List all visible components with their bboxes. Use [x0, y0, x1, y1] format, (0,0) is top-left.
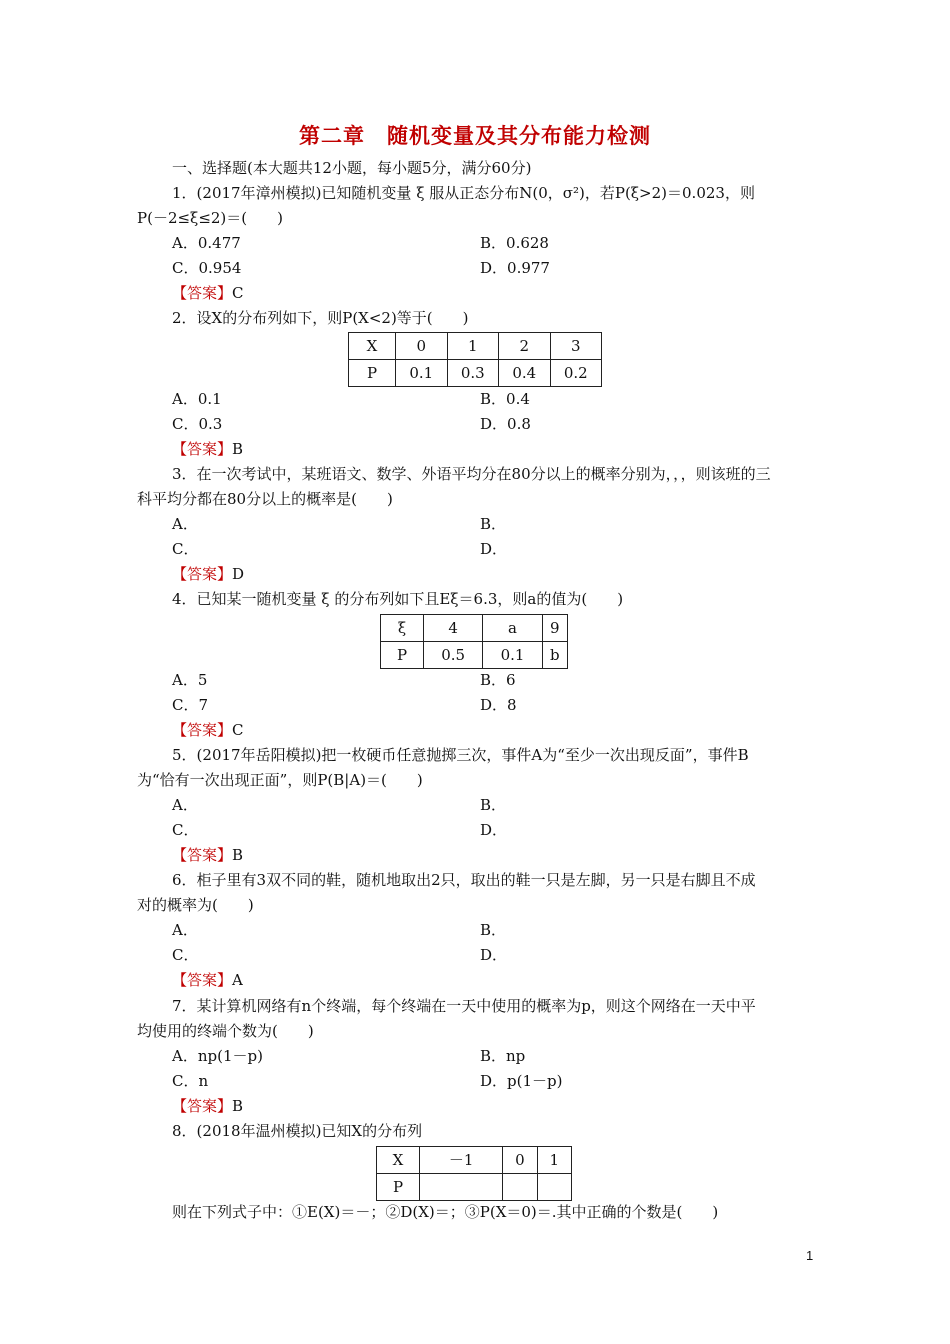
option-b: B．0.628 [480, 234, 549, 252]
answer-tag: 【答案】 [172, 846, 233, 864]
table-cell: ξ [381, 615, 424, 642]
table-cell: X [377, 1147, 420, 1174]
answer-line [172, 439, 243, 459]
answer-line [172, 720, 244, 740]
option-c: C． [172, 540, 199, 558]
section-header: 一、选择题(本大题共12小题，每小题5分，满分60分) [172, 159, 532, 177]
option-b: B．np [480, 1047, 526, 1065]
question-1-text-cont: P(－2≤ξ≤2)＝( ) [137, 209, 283, 227]
option-b: B．6 [480, 671, 516, 689]
answer-line [172, 845, 243, 865]
table-cell [503, 1174, 537, 1201]
option-a: A．0.1 [172, 390, 222, 408]
question-5-text: 5．(2017年岳阳模拟)把一枚硬币任意抛掷三次，事件A为“至少一次出现反面”，事件B [172, 746, 749, 764]
answer-line [172, 564, 244, 584]
answer-value: D [232, 565, 245, 583]
answer-tag: 【答案】 [172, 440, 233, 458]
table-cell: P [349, 360, 396, 387]
option-d: D． [480, 946, 508, 964]
answer-line [172, 283, 244, 303]
answer-value: B [232, 440, 244, 458]
distribution-table [376, 1146, 572, 1201]
option-a: A． [172, 796, 198, 814]
answer-tag: 【答案】 [172, 971, 233, 989]
table-cell: 1 [447, 333, 499, 360]
table-cell: 0.2 [550, 360, 602, 387]
answer-value: B [232, 846, 244, 864]
option-d: D．0.977 [480, 259, 550, 277]
option-d: D．8 [480, 696, 517, 714]
option-b: B． [480, 515, 507, 533]
page-title: 第二章 随机变量及其分布能力检测 [299, 124, 651, 148]
option-a: A．0.477 [172, 234, 241, 252]
option-d: D． [480, 540, 508, 558]
question-1-text: 1．(2017年漳州模拟)已知随机变量 ξ 服从正态分布N(0，σ²)，若P(ξ>2)＝0.023，则 [172, 184, 755, 202]
page-number: 1 [806, 1248, 814, 1263]
table-cell: 1 [537, 1147, 571, 1174]
question-4-text: 4．已知某一随机变量 ξ 的分布列如下且Eξ＝6.3，则a的值为( ) [172, 590, 624, 608]
option-a: A． [172, 515, 198, 533]
table-cell [537, 1174, 571, 1201]
question-8-text: 8．(2018年温州模拟)已知X的分布列 [172, 1122, 423, 1140]
table-cell: 0.4 [499, 360, 551, 387]
option-c: C．0.954 [172, 259, 242, 277]
table-cell: P [377, 1174, 420, 1201]
table-cell: 3 [550, 333, 602, 360]
distribution-table [348, 332, 602, 387]
answer-line [172, 1096, 243, 1116]
table-cell: 0.3 [447, 360, 499, 387]
question-7-text: 7．某计算机网络有n个终端，每个终端在一天中使用的概率为p，则这个网络在一天中平 [172, 997, 756, 1015]
answer-tag: 【答案】 [172, 565, 233, 583]
question-2-text: 2．设X的分布列如下，则P(X<2)等于( ) [172, 309, 469, 327]
option-d: D． [480, 821, 508, 839]
table-row [381, 615, 568, 642]
table-cell: 0 [396, 333, 448, 360]
question-5-text-cont: 为“恰有一次出现正面”，则P(B|A)＝( ) [137, 771, 423, 789]
option-c: C．7 [172, 696, 209, 714]
question-6-text: 6．柜子里有3双不同的鞋，随机地取出2只，取出的鞋一只是左脚，另一只是右脚且不成 [172, 871, 756, 889]
table-cell [420, 1174, 503, 1201]
table-cell: 9 [542, 615, 567, 642]
option-a: A．np(1－p) [172, 1047, 263, 1065]
option-c: C． [172, 946, 199, 964]
table-cell: X [349, 333, 396, 360]
option-c: C．0.3 [172, 415, 223, 433]
table-row [377, 1174, 572, 1201]
table-cell: －1 [420, 1147, 503, 1174]
answer-tag: 【答案】 [172, 284, 233, 302]
table-cell: 0.1 [483, 642, 542, 669]
option-c: C． [172, 821, 199, 839]
option-b: B． [480, 921, 507, 939]
table-cell: a [483, 615, 542, 642]
question-3-text-cont: 科平均分都在80分以上的概率是( ) [137, 490, 393, 508]
answer-value: A [232, 971, 243, 989]
answer-tag: 【答案】 [172, 721, 233, 739]
table-cell: 4 [424, 615, 483, 642]
question-3-text: 3．在一次考试中，某班语文、数学、外语平均分在80分以上的概率分别为，，，则该班的三 [172, 465, 771, 483]
table-row [349, 360, 602, 387]
answer-tag: 【答案】 [172, 1097, 233, 1115]
table-cell: 0.1 [396, 360, 448, 387]
option-b: B． [480, 796, 507, 814]
question-6-text-cont: 对的概率为( ) [137, 896, 254, 914]
table-cell: 0.5 [424, 642, 483, 669]
option-b: B．0.4 [480, 390, 530, 408]
question-7-text-cont: 均使用的终端个数为( ) [137, 1022, 314, 1040]
option-d: D．0.8 [480, 415, 531, 433]
option-a: A．5 [172, 671, 208, 689]
table-cell: 0 [503, 1147, 537, 1174]
table-cell: P [381, 642, 424, 669]
answer-value: C [232, 284, 244, 302]
table-row [377, 1147, 572, 1174]
distribution-table [380, 614, 568, 669]
question-8-text-cont: 则在下列式子中：①E(X)＝－；②D(X)＝；③P(X＝0)＝.其中正确的个数是( ) [172, 1203, 719, 1221]
table-row [349, 333, 602, 360]
option-a: A． [172, 921, 198, 939]
answer-value: C [232, 721, 244, 739]
table-cell: 2 [499, 333, 551, 360]
option-d: D．p(1－p) [480, 1072, 563, 1090]
table-row [381, 642, 568, 669]
table-cell: b [542, 642, 567, 669]
answer-line [172, 970, 243, 990]
answer-value: B [232, 1097, 244, 1115]
option-c: C．n [172, 1072, 209, 1090]
